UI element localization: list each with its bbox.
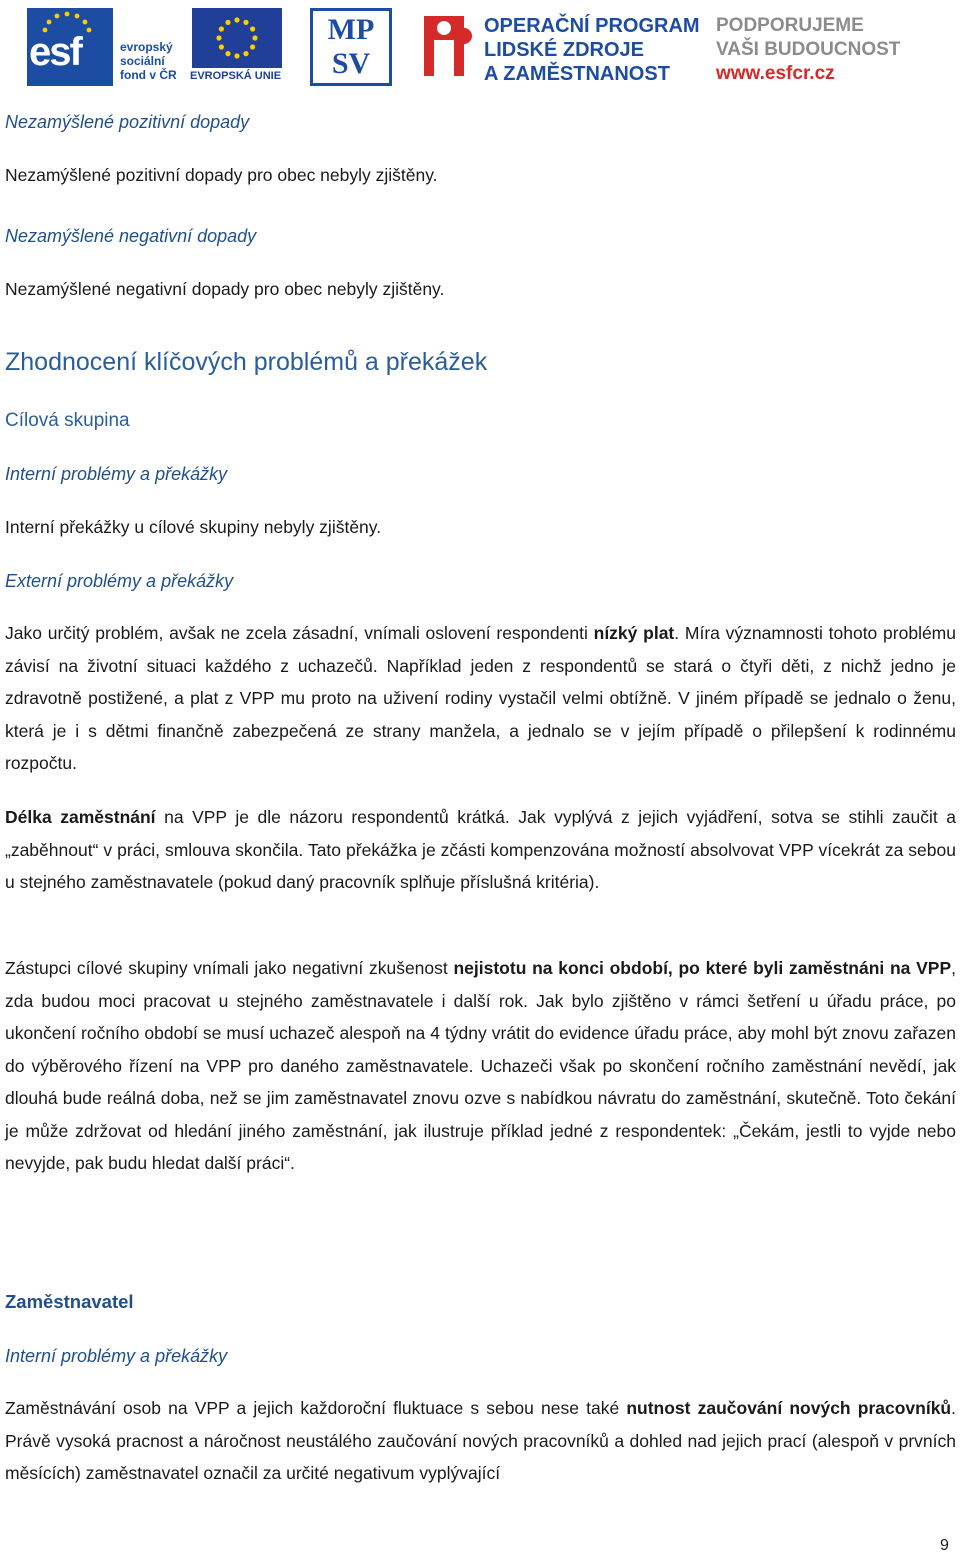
bold-run: nejistotu na konci období, po které byli zaměstnáni na VPP	[453, 958, 952, 978]
op-line: A ZAMĚSTNANOST	[484, 63, 670, 85]
esfcr-web-link[interactable]: www.esfcr.cz	[716, 63, 835, 84]
op-puzzle-icon	[420, 10, 476, 82]
eu-label: EVROPSKÁ UNIE	[190, 70, 282, 82]
mpsv-logo	[310, 8, 392, 86]
mpsv-line: MP	[327, 13, 375, 46]
text-run: . Právě vysoká pracnost a náročnost neustálého zaučování nových pracovníků a dohled nad jejich prací (alespoň v prvních měsících) zaměstnavatel označil za určité negativum vyplývající	[5, 1398, 956, 1483]
text-run: . Míra významnosti tohoto problému závisí na životní situaci každého z uchazečů. Například jeden z respondentů se stará o čtyři děti, z nichž jedno je zdravotně postižené, a plat z VPP mu proto na uživení rodiny vystačil velmi obtížně. V jiném případě se jednalo o ženu, která je i s dětmi finančně zabezpečená ze strany manžela, a jednalo se v jejím případě o přilepšení k rodinnému rozpočtu.	[5, 623, 956, 773]
esf-caption-line: sociální	[120, 54, 165, 68]
bold-run: nízký plat	[593, 623, 675, 643]
paragraph-uncertainty	[5, 952, 956, 1180]
esf-caption	[120, 40, 177, 82]
paragraph-internal-problems: Interní překážky u cílové skupiny nebyly zjištěny.	[5, 517, 382, 537]
bold-run: nutnost zaučování nových pracovníků	[626, 1398, 952, 1418]
bold-run: Délka zaměstnání	[5, 807, 156, 827]
podporujeme-slogan	[716, 14, 900, 86]
esf-caption-line: evropský	[120, 40, 173, 54]
paragraph-negative-impacts: Nezamýšlené negativní dopady pro obec nebyly zjištěny.	[5, 279, 445, 299]
text-run: Zástupci cílové skupiny vnímali jako negativní zkušenost	[5, 958, 454, 978]
slogan-line: VAŠI BUDOUCNOST	[716, 39, 901, 60]
text-run: na VPP je dle názoru respondentů krátká. Jak vyplývá z jejich vyjádření, sotva se stihli zaučit a „zaběhnout“ v práci, smlouva skončila. Tato překážka je zčásti kompenzována možností absolvovat VPP vícekrát za sebou u stejného zaměstnavatele (pokud daný pracovník splňuje příslušná kritéria).	[5, 807, 956, 892]
esf-wordmark: esf	[29, 30, 81, 74]
header-logos	[0, 0, 960, 95]
text-run: , zda budou moci pracovat u stejného zaměstnavatele i další rok. Jak bylo zjištěno v rámci šetření u úřadu práce, po ukončení ročního období se musí uchazeč alespoň na 4 týdny vrátit do evidence úřadu práce, aby mohl být znovu zařazen do výběrového řízení na VPP pro daného zaměstnavatele. Uchazeči však po skončení ročního zaměstnání nevědí, jak dlouhá bude reálná doba, než se jim zaměstnavatel znovu ozve s nabídkou návratu do zaměstnání, skutečně. Toto čekání je může zdržovat od hledání jiného zaměstnání, jak ilustruje příklad jedné z respondentek: „Čekám, jestli to vyjde nebo nevyjde, pak budu hledat další práci“.	[5, 958, 956, 1173]
eu-stars-icon	[192, 8, 282, 68]
subheading-negative-impacts: Nezamýšlené negativní dopady	[5, 226, 257, 246]
subheading-internal-problems: Interní problémy a překážky	[5, 464, 228, 484]
heading-employer: Zaměstnavatel	[5, 1291, 134, 1312]
op-line: OPERAČNÍ PROGRAM	[484, 15, 700, 37]
mpsv-wordmark	[313, 13, 389, 81]
paragraph-training	[5, 1392, 956, 1490]
section-heading: Zhodnocení klíčových problémů a překážek	[5, 348, 488, 376]
esf-logo	[27, 8, 113, 86]
op-program-title	[484, 14, 700, 86]
slogan-line: PODPORUJEME	[716, 15, 864, 36]
mpsv-line: SV	[331, 47, 371, 80]
op-line: LIDSKÉ ZDROJE	[484, 39, 645, 61]
page-number: 9	[940, 1537, 949, 1554]
subheading-employer-internal: Interní problémy a překážky	[5, 1346, 228, 1366]
text-run: Zaměstnávání osob na VPP a jejich každoroční fluktuace s sebou nese také	[5, 1398, 627, 1418]
paragraph-positive-impacts: Nezamýšlené pozitivní dopady pro obec nebyly zjištěny.	[5, 165, 438, 185]
puzzle-figure-icon	[420, 10, 476, 82]
esf-caption-line: fond v ČR	[120, 68, 177, 82]
text-run: Jako určitý problém, avšak ne zcela zásadní, vnímali oslovení respondenti	[5, 623, 594, 643]
subheading-positive-impacts: Nezamýšlené pozitivní dopady	[5, 112, 250, 132]
paragraph-low-pay	[5, 617, 956, 780]
subheading-external-problems: Externí problémy a překážky	[5, 571, 234, 591]
paragraph-employment-length	[5, 801, 956, 899]
eu-flag-icon	[192, 8, 282, 68]
heading-target-group: Cílová skupina	[5, 410, 130, 431]
